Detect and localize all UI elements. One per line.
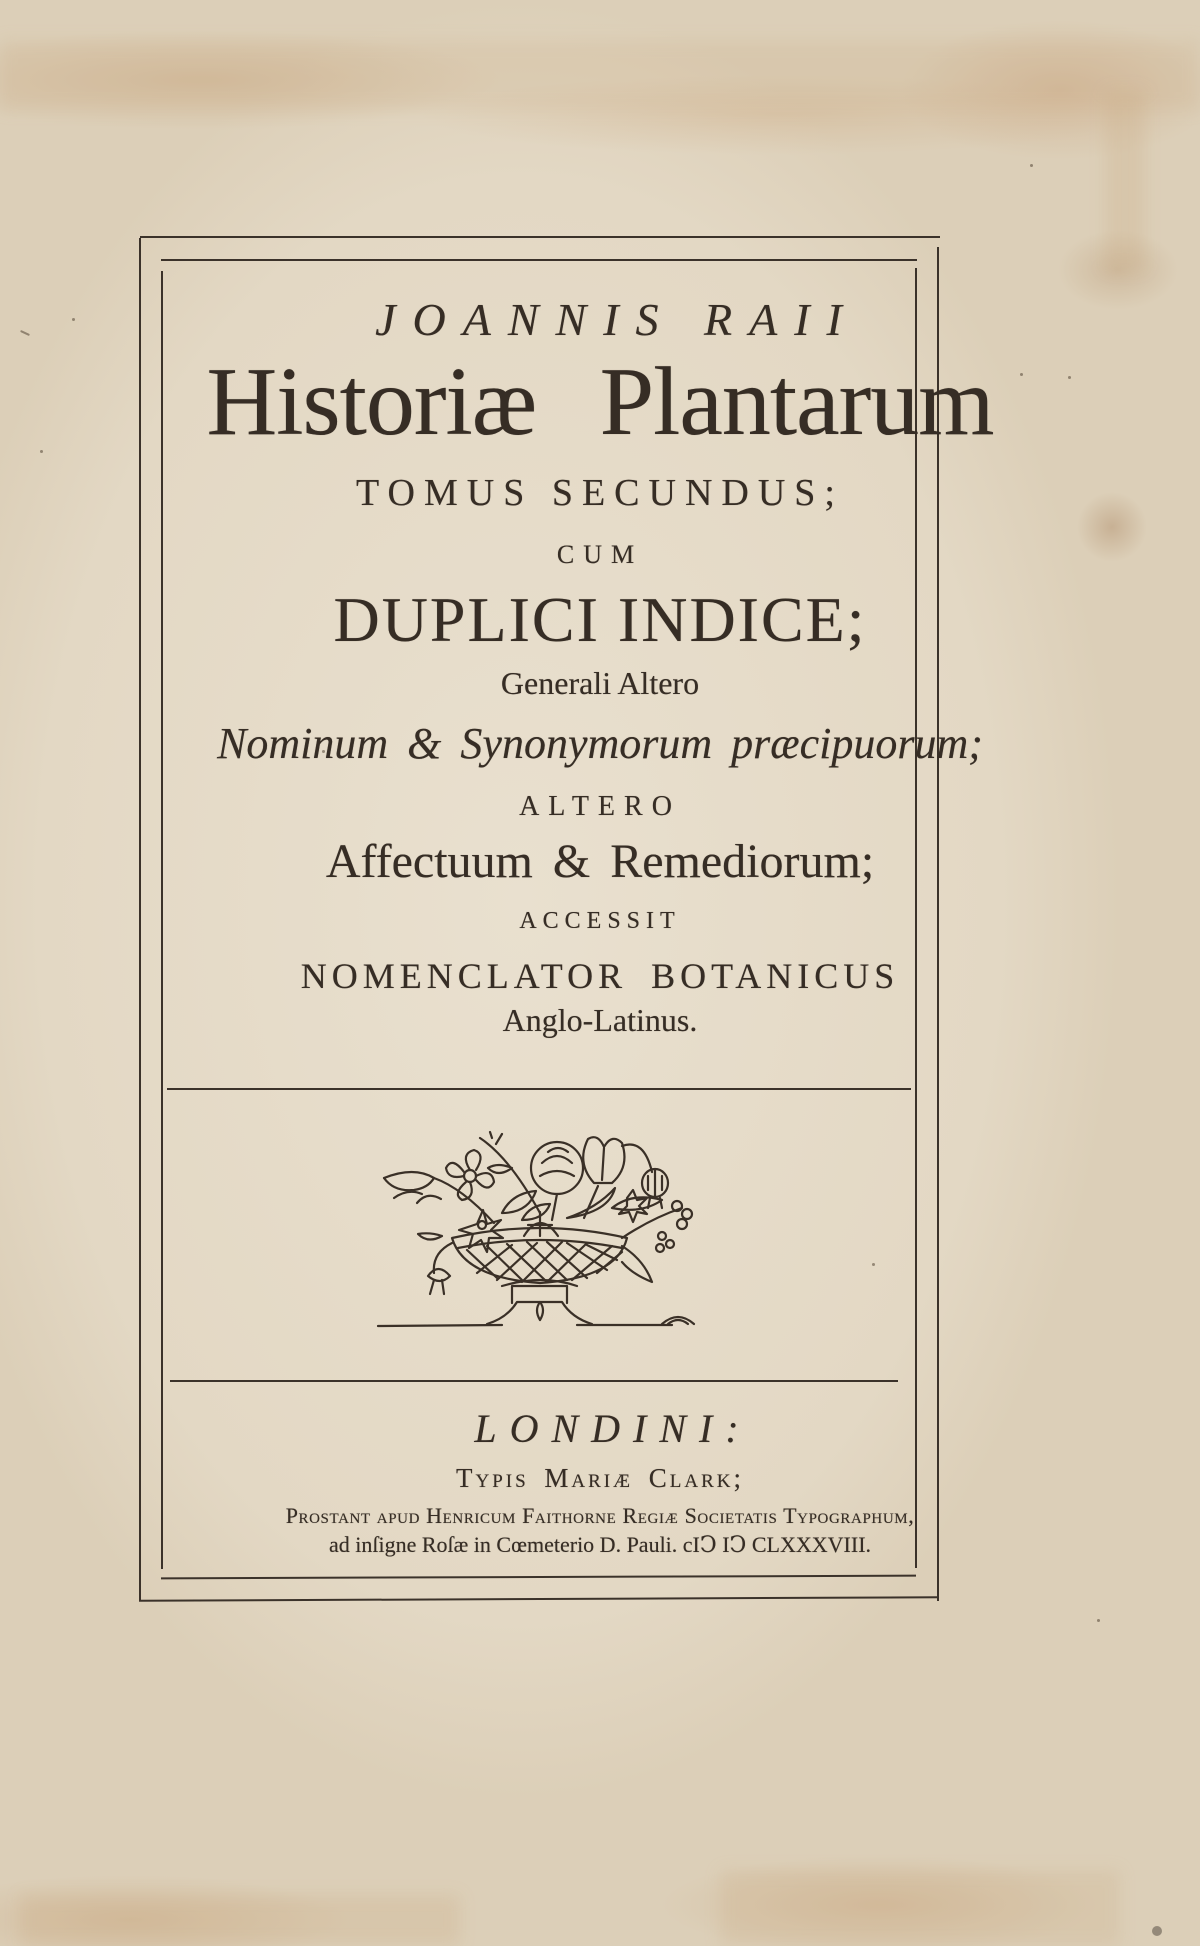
water-stain-top bbox=[0, 40, 1200, 110]
subtitle-line: DUPLICI INDICE; bbox=[333, 584, 867, 655]
imprint-place: LONDINI: bbox=[474, 1406, 752, 1451]
conjunction-line: CUM bbox=[556, 540, 644, 569]
water-stain-bottom-left bbox=[20, 1895, 460, 1945]
index-second-line: Affectuum & Remediorum; bbox=[325, 835, 875, 888]
imprint-printer: Typis Mariæ Clark; bbox=[455, 1463, 745, 1493]
divider-lower bbox=[170, 1380, 898, 1382]
index-first-line: Nominum & Synonymorum præcipuorum; bbox=[217, 719, 983, 768]
appendix-line: NOMENCLATOR BOTANICUS bbox=[300, 956, 900, 996]
imprint-address: ad inſigne Roſæ in Cœmeterio D. Pauli. cIↃ IↃ CLXXXVIII. bbox=[328, 1532, 872, 1557]
divider-upper bbox=[167, 1088, 911, 1090]
watermark-logo-icon bbox=[1152, 1926, 1162, 1936]
index-intro-line: Generali Altero bbox=[500, 665, 700, 701]
appendix-sub-line: Anglo-Latinus. bbox=[502, 1002, 698, 1038]
main-title: Historiæ Plantarum bbox=[206, 348, 994, 456]
paper-speck bbox=[872, 1263, 875, 1266]
paper-speck bbox=[1030, 164, 1033, 167]
flower-basket-ornament-icon bbox=[372, 1128, 706, 1333]
author-line: JOANNIS RAII bbox=[375, 294, 859, 345]
paper-speck bbox=[1097, 1619, 1100, 1622]
altero-line: ALTERO bbox=[519, 791, 681, 822]
water-stain-bottom-right bbox=[720, 1870, 1120, 1946]
volume-line: TOMUS SECUNDUS; bbox=[356, 472, 844, 514]
water-stain-right bbox=[1105, 90, 1145, 270]
imprint-seller: Proſtant apud Henricum Faithorne Regiæ Societatis Typographum, bbox=[285, 1503, 915, 1528]
accessit-line: ACCESSIT bbox=[519, 908, 681, 934]
